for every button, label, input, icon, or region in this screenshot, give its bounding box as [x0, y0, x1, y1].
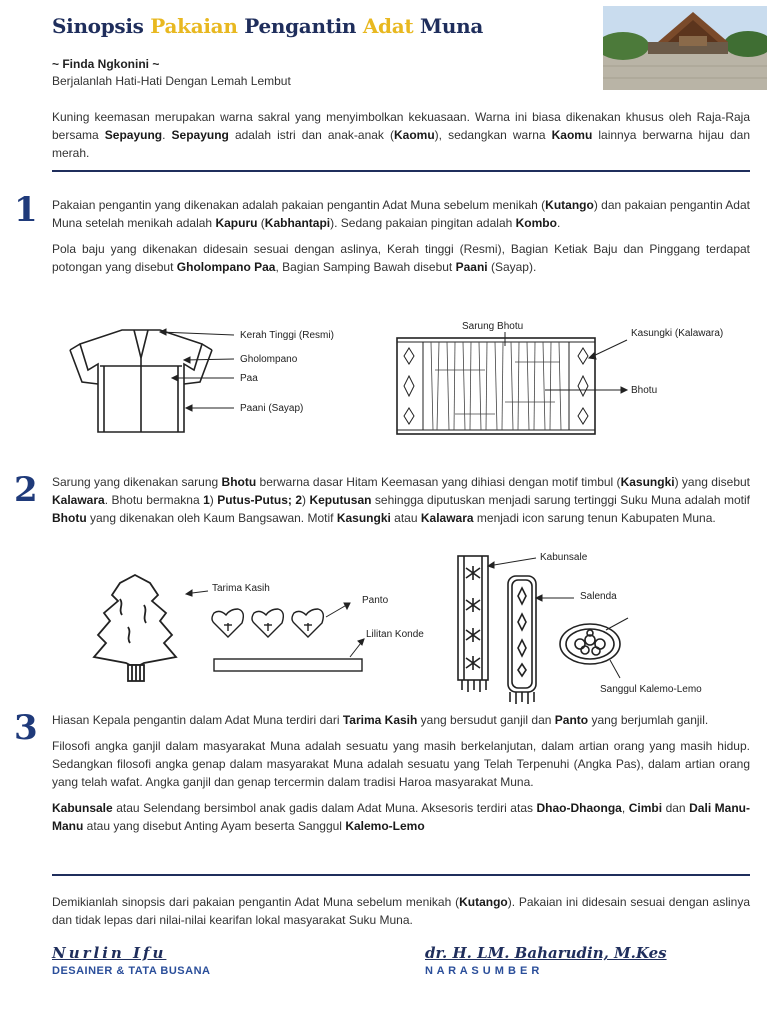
label-sarung-bhotu: Sarung Bhotu — [462, 321, 524, 332]
traditional-house-photo — [603, 6, 767, 90]
page-title: Sinopsis Pakaian Pengantin Adat Muna — [52, 14, 483, 38]
label-paani: Paani (Sayap) — [240, 403, 304, 414]
label-kabunsale: Kabunsale — [540, 552, 588, 563]
shirt-diagram — [52, 322, 372, 438]
closing-text: Demikianlah sinopsis dari pakaian pengantin Adat Muna sebelum menikah (Kutango). Pakaian ini didesain sesuai dengan aslinya dan tidak lepas dari nilai-nilai kearifan lokal masyarakat Suku Muna. — [52, 895, 750, 927]
section-number-1: 1 — [14, 190, 38, 230]
label-kerah-tinggi: Kerah Tinggi (Resmi) — [240, 330, 334, 341]
label-sanggul-kalemo-lemo: Sanggul Kalemo-Lemo — [600, 684, 702, 695]
signature-designer-name: Nurlin Ifu — [52, 944, 167, 962]
signature-source-name: dr. H. LM. Baharudin, M.Kes — [425, 944, 667, 962]
label-panto: Panto — [362, 595, 389, 606]
label-bhotu: Bhotu — [631, 385, 658, 396]
label-tarima-kasih: Tarima Kasih — [212, 583, 270, 594]
label-paa: Paa — [240, 373, 258, 384]
section2-text: Sarung yang dikenakan sarung Bhotu berwarna dasar Hitam Keemasan yang dihiasi dengan motif timbul (Kasungki) yang disebut Kalawara. Bhotu bermakna 1) Putus-Putus; 2) Keputusan sehingga diputuskan menjadi sarung tertinggi Suku Muna adalah motif Bhotu yang dikenakan oleh Kaum Bangsawan. Motif Kasungki atau Kalawara menjadi icon sarung tenun Kabupaten Muna. — [52, 475, 750, 525]
signature-source-role: N A R A S U M B E R — [425, 965, 540, 977]
kabunsale-diagram — [452, 548, 752, 708]
signature-designer-role: DESAINER & TATA BUSANA — [52, 965, 211, 977]
subtitle: ~ Finda Ngkonini ~ — [52, 57, 160, 71]
sarung-diagram — [395, 318, 755, 438]
section-number-2: 2 — [14, 470, 38, 510]
label-lilitan-konde: Lilitan Konde — [366, 629, 424, 640]
label-gholompano: Gholompano — [240, 354, 298, 365]
label-salenda: Salenda — [580, 591, 617, 602]
section3-text: Hiasan Kepala pengantin dalam Adat Muna terdiri dari Tarima Kasih yang bersudut ganjil dan Panto yang berjumlah ganjil. Filosofi angka ganjil dalam masyarakat Muna adalah sesuatu yang masih berkelanjutan, dalam artian orang yang masih hidup. Sedangkan filosofi angka genap dalam masyarakat Muna adalah sesuatu yang Telah Terpenuhi (Angka Pas), dalam artian orang yang telah wafat. Angka ganjil dan genap tercermin dalam tradisi Haroa masyarakat Muna. Kabunsale atau Selendang bersimbol anak gadis dalam Adat Muna. Aksesoris terdiri atas Dhao-Dhaonga, Cimbi dan Dali Manu-Manu atau yang disebut Anting Ayam beserta Sanggul Kalemo-Lemo — [52, 713, 750, 833]
divider — [52, 874, 750, 876]
head-accessories-diagram — [80, 565, 460, 685]
label-kasungki: Kasungki (Kalawara) — [631, 328, 724, 339]
section1-text: Pakaian pengantin yang dikenakan adalah pakaian pengantin Adat Muna sebelum menikah (Kutango) dan pakaian pengantin Adat Muna setelah menikah adalah Kapuru (Kabhantapi). Sedang pakaian pingitan adalah Kombo. Pola baju yang dikenakan didesain sesuai dengan aslinya, Kerah tinggi (Resmi), Bagian Ketiak Baju dan Pinggang terdapat potongan yang disebut Gholompano Paa, Bagian Samping Bawah disebut Paani (Sayap). — [52, 198, 750, 274]
intro-text: Kuning keemasan merupakan warna sakral yang menyimbolkan kekuasaan. Warna ini biasa dikenakan khusus oleh Raja-Raja bersama Sepayung. Sepayung adalah istri dan anak-anak (Kaomu), sedangkan warna Kaomu lainnya berwarna hijau dan merah. — [52, 110, 751, 160]
section-number-3: 3 — [14, 708, 38, 748]
divider — [52, 170, 750, 172]
tagline: Berjalanlah Hati-Hati Dengan Lemah Lembut — [52, 74, 291, 88]
